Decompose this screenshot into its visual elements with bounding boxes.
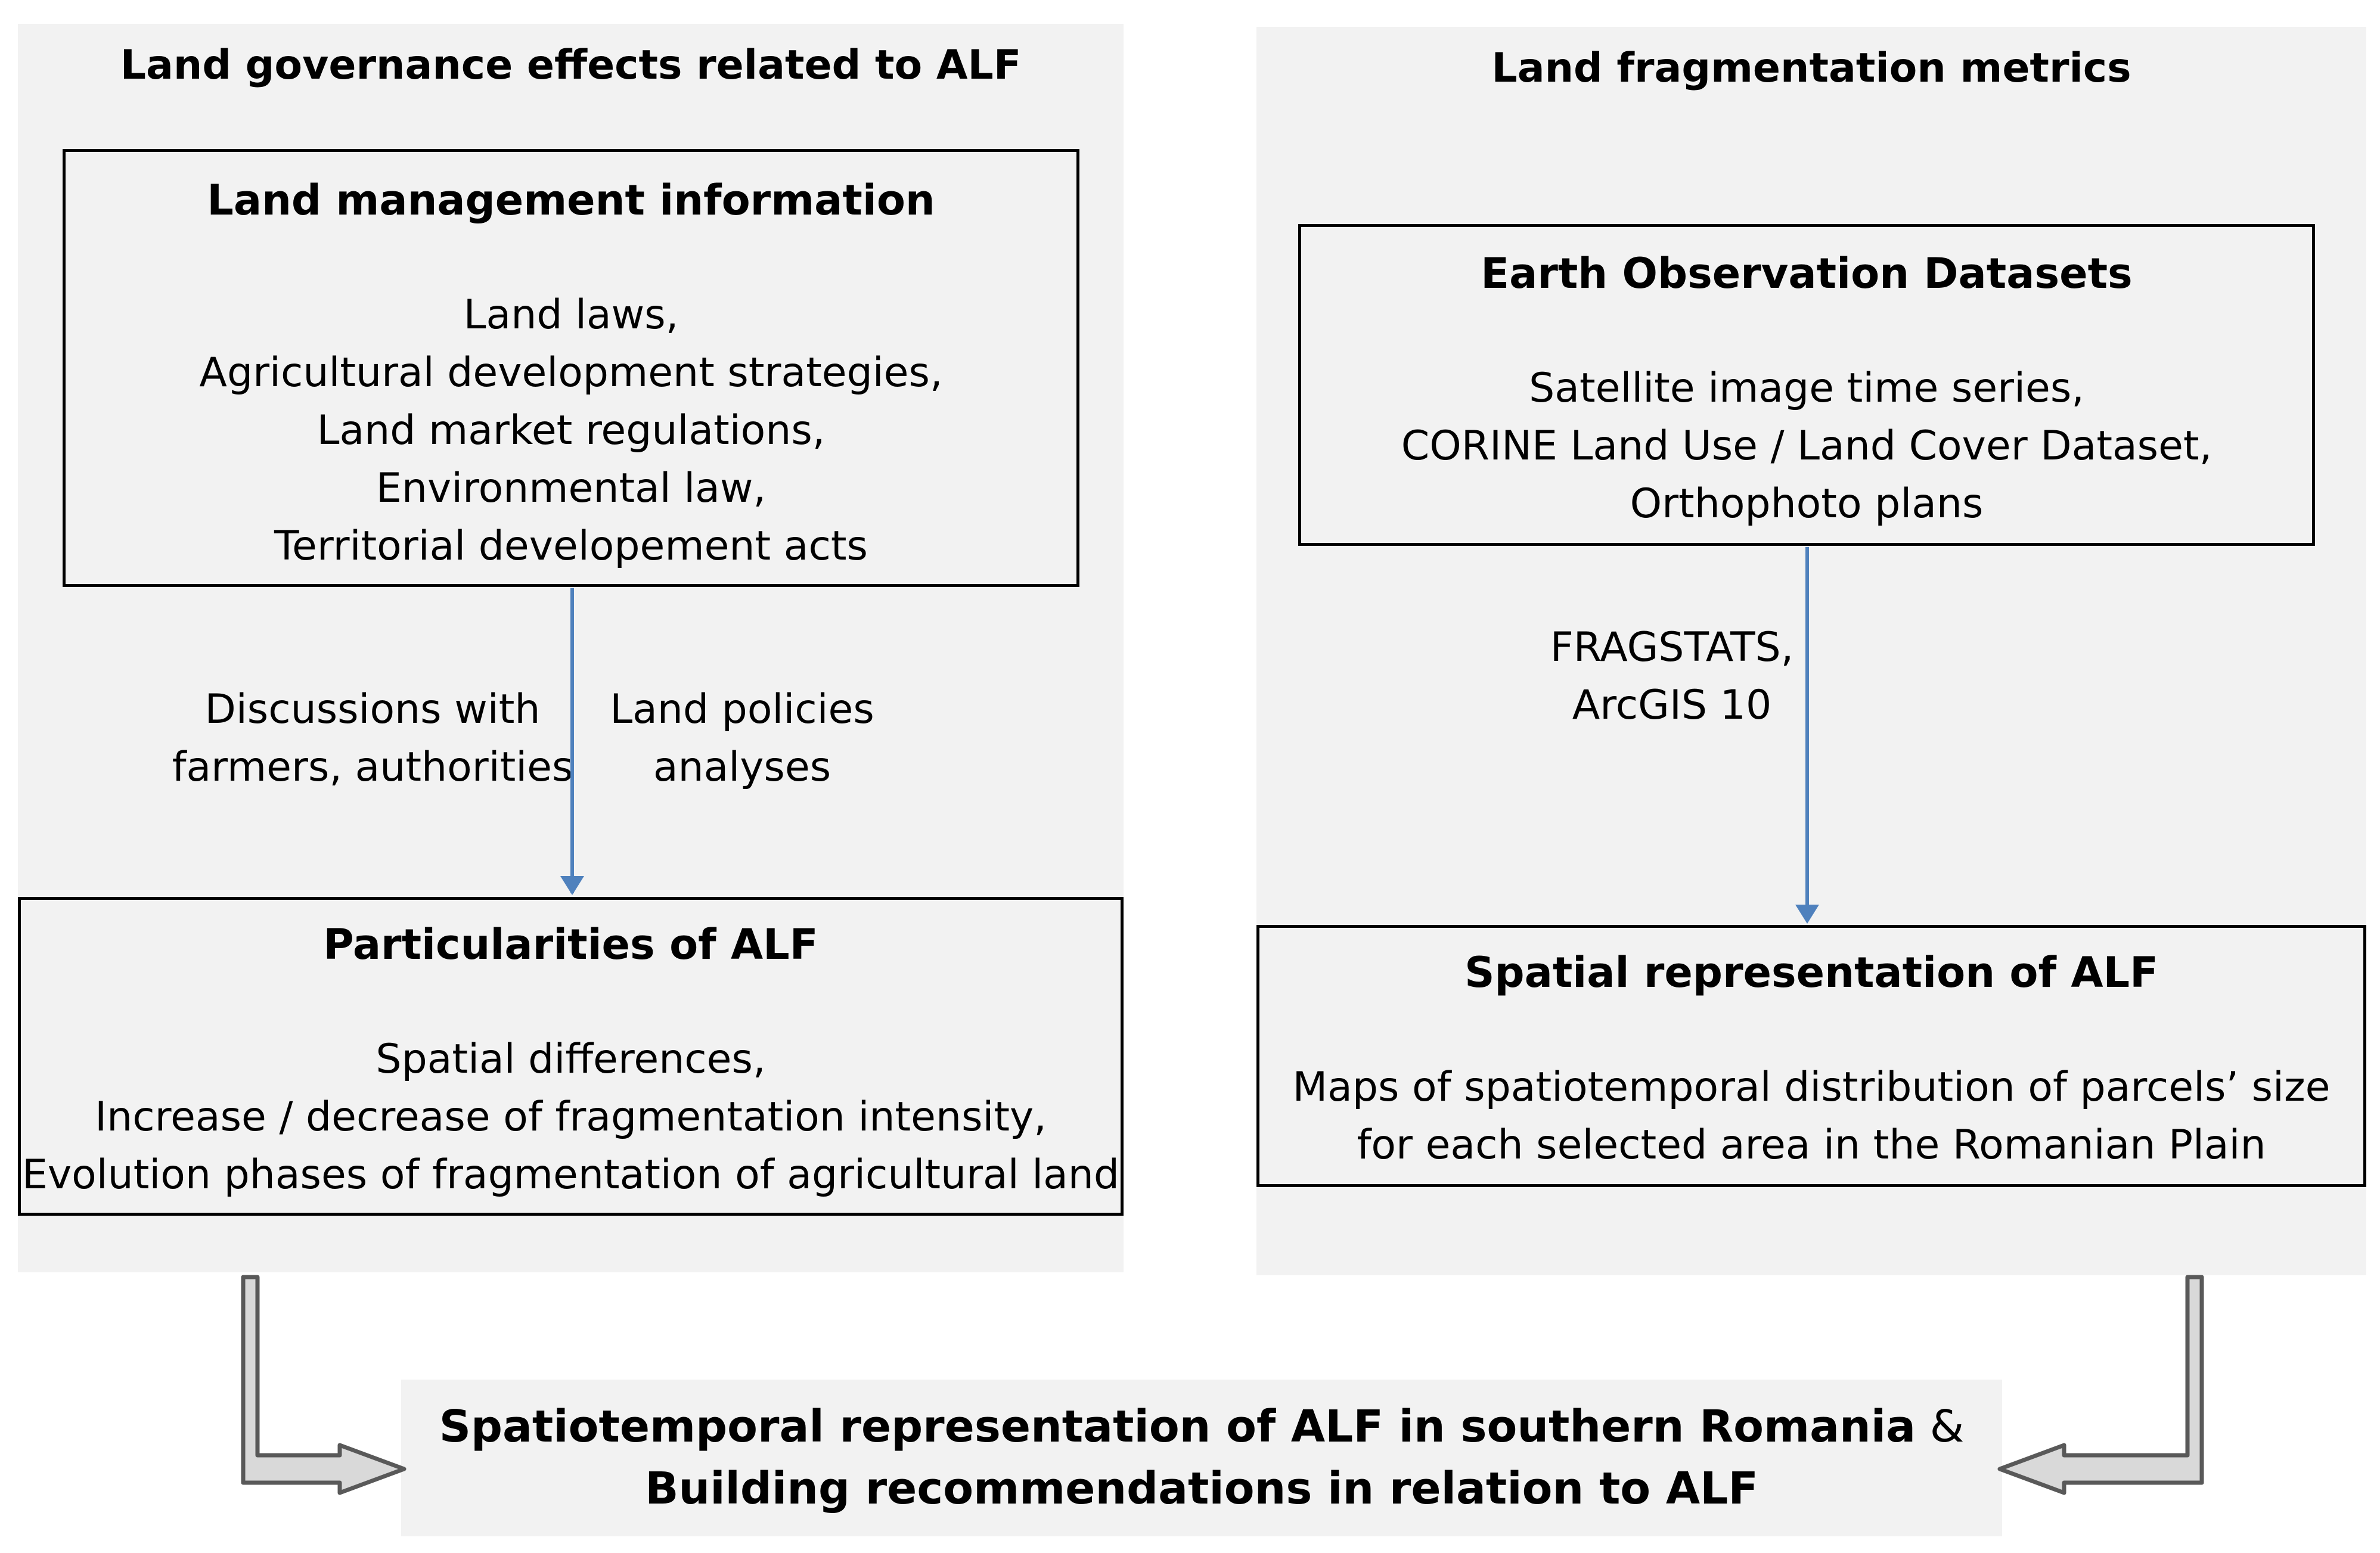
list-item: Land market regulations,: [316, 407, 826, 454]
land-governance-panel-title: Land governance effects related to ALF: [120, 42, 1022, 89]
discussions-label-line: farmers, authorities: [172, 744, 573, 791]
land-management-info-title: Land management information: [207, 176, 935, 225]
list-item: for each selected area in the Romanian Plain: [1357, 1122, 2266, 1169]
land-management-info-box: [63, 149, 1079, 587]
earth-observation-title: Earth Observation Datasets: [1481, 249, 2133, 298]
list-item: Orthophoto plans: [1630, 480, 1984, 527]
earth-observation-list: [1301, 359, 2312, 533]
discussions-label-line: Discussions with: [204, 686, 541, 733]
list-item: Evolution phases of fragmentation of agricultural land: [21, 1151, 1120, 1198]
result-line-1-bold: Spatiotemporal representation of ALF in southern Romania: [439, 1401, 1916, 1452]
spatial-representation-box: [1256, 925, 2366, 1187]
list-item: Increase / decrease of fragmentation intensity,: [95, 1094, 1047, 1141]
result-line-1-suffix: &: [1916, 1401, 1965, 1452]
list-item: Land laws,: [463, 291, 679, 338]
list-item: Spatial differences,: [376, 1036, 766, 1083]
list-item: Satellite image time series,: [1529, 365, 2084, 412]
result-text: [401, 1380, 2002, 1520]
list-item: Maps of spatiotemporal distribution of parcels’ size: [1292, 1064, 2331, 1111]
particularities-list: [21, 1030, 1121, 1204]
list-item: Agricultural development strategies,: [199, 349, 943, 396]
fragstats-label-line: ArcGIS 10: [1572, 682, 1772, 729]
spatial-representation-list: [1259, 1058, 2363, 1174]
land-policies-label: [596, 681, 888, 796]
result-line-2: Building recommendations in relation to ALF: [645, 1463, 1758, 1514]
block-arrow-left: [243, 1277, 404, 1493]
fragstats-label: [1526, 619, 1818, 734]
block-arrow-right: [2000, 1277, 2202, 1493]
fragmentation-metrics-panel-title: Land fragmentation metrics: [1491, 45, 2131, 92]
result-line-1: [401, 1380, 2002, 1458]
land-policies-label-line: Land policies: [610, 686, 874, 733]
land-management-info-list: [66, 286, 1076, 575]
particularities-title: Particularities of ALF: [323, 920, 818, 969]
discussions-label: [161, 681, 584, 796]
land-policies-label-line: analyses: [653, 744, 831, 791]
list-item: Environmental law,: [376, 465, 767, 512]
list-item: CORINE Land Use / Land Cover Dataset,: [1401, 423, 2213, 470]
earth-observation-box: [1298, 224, 2315, 546]
spatial-representation-title: Spatial representation of ALF: [1464, 948, 2158, 997]
fragstats-label-line: FRAGSTATS,: [1550, 624, 1794, 671]
list-item: Territorial developement acts: [274, 523, 868, 570]
particularities-box: [18, 897, 1124, 1216]
